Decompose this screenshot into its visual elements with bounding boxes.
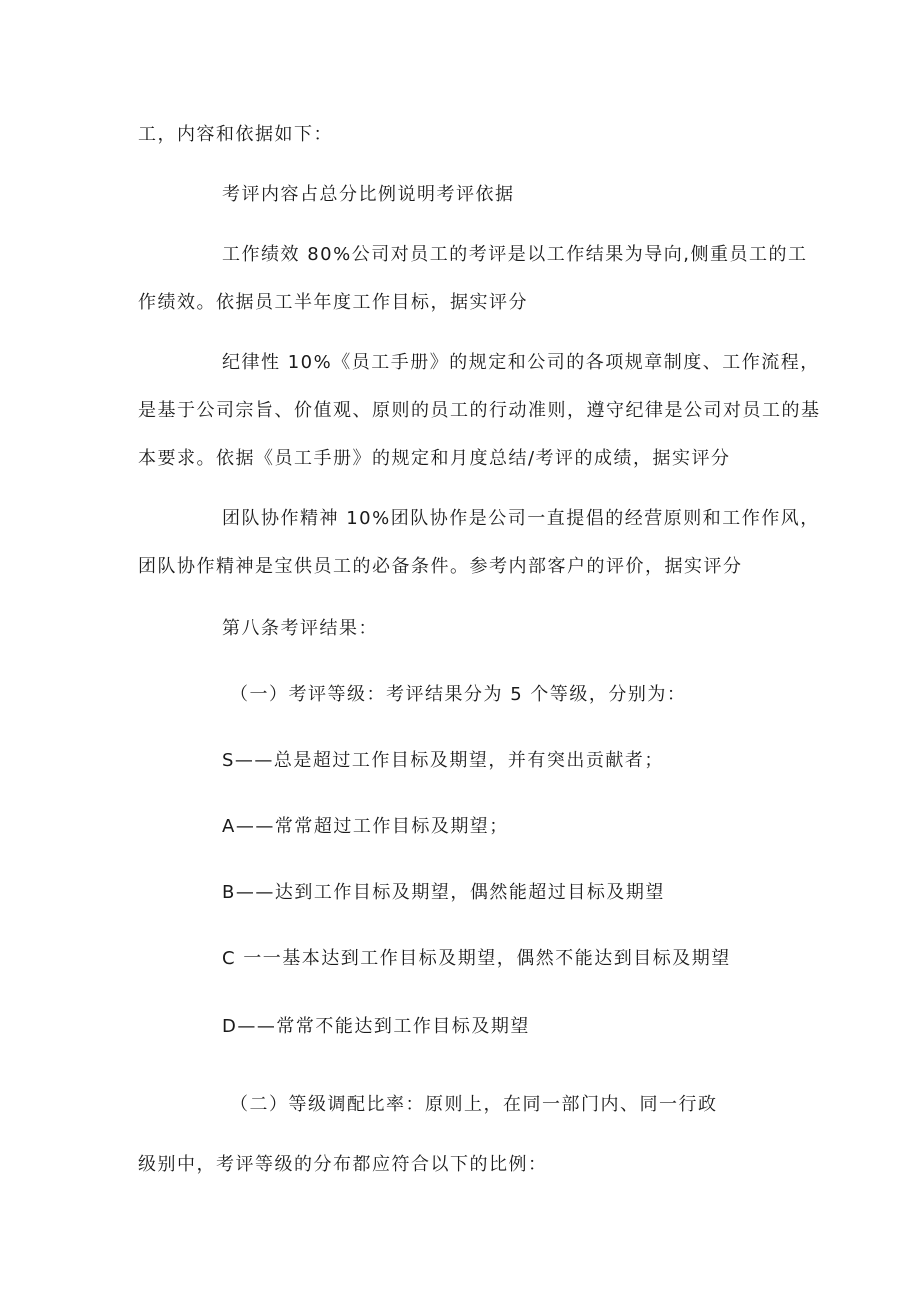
grade-b: B——达到工作目标及期望，偶然能超过目标及期望 [222,882,665,903]
discipline-line-2: 是基于公司宗旨、价值观、原则的员工的行动准则，遵守纪律是公司对员工的基 [138,400,821,421]
intro-text: 工，内容和依据如下： [138,124,333,145]
discipline-line-1: 纪律性 10%《员工手册》的规定和公司的各项规章制度、工作流程， [222,352,820,373]
teamwork-line-2: 团队协作精神是宝供员工的必备条件。参考内部客户的评价，据实评分 [138,556,743,577]
grade-levels-intro: （一）考评等级：考评结果分为 5 个等级，分别为： [230,684,687,705]
table-header-text: 考评内容占总分比例说明考评依据 [222,184,515,205]
grade-c: C 一一基本达到工作目标及期望，偶然不能达到目标及期望 [222,948,731,969]
discipline-line-3: 本要求。依据《员工手册》的规定和月度总结/考评的成绩，据实评分 [138,448,731,469]
performance-line-1: 工作绩效 80%公司对员工的考评是以工作结果为导向,侧重员工的工 [222,244,808,265]
grade-a: A——常常超过工作目标及期望； [222,816,509,837]
ratio-line-1: （二）等级调配比率：原则上，在同一部门内、同一行政 [230,1094,718,1115]
grade-s: S——总是超过工作目标及期望，并有突出贡献者； [222,750,664,771]
ratio-line-2: 级别中，考评等级的分布都应符合以下的比例： [138,1154,548,1175]
article-8-heading: 第八条考评结果： [222,618,378,639]
performance-line-2: 作绩效。依据员工半年度工作目标，据实评分 [138,292,528,313]
teamwork-line-1: 团队协作精神 10%团队协作是公司一直提倡的经营原则和工作作风， [222,508,820,529]
grade-d: D——常常不能达到工作目标及期望 [222,1016,530,1037]
